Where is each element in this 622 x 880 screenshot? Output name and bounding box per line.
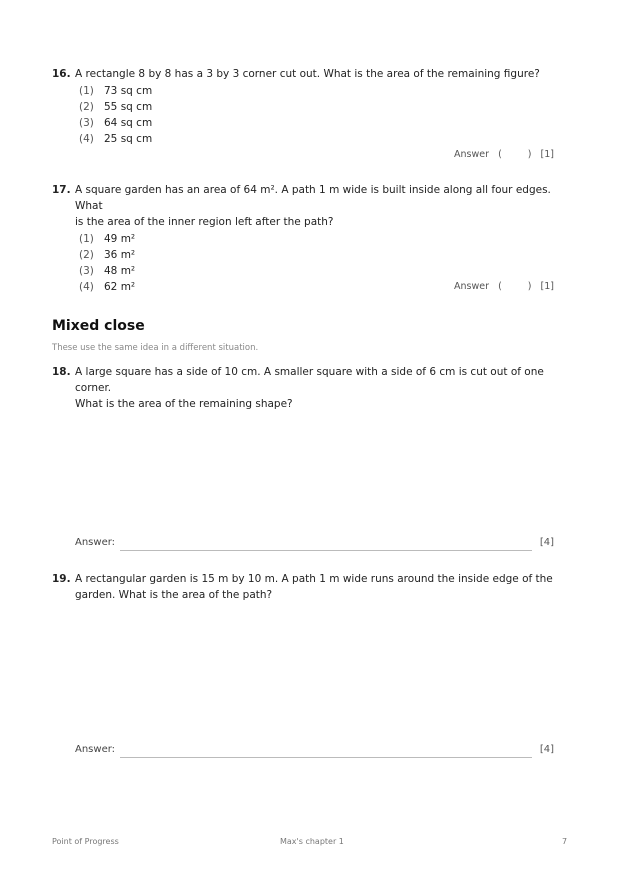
answer-rule[interactable] <box>120 550 532 551</box>
question-16 <box>52 66 572 147</box>
option-number: (4) <box>79 281 94 293</box>
option-text: 48 m² <box>104 265 136 277</box>
answer-line-18 <box>75 537 554 551</box>
answer-label: Answer <box>454 149 490 160</box>
page-number: 7 <box>562 837 568 846</box>
answer-open-bracket: ( <box>498 281 502 292</box>
question-text-line-2: What is the area of the remaining shape? <box>75 398 293 410</box>
mcq-answer-17 <box>454 281 554 292</box>
answer-close-bracket: ) <box>527 281 532 292</box>
answer-line-19 <box>75 744 554 758</box>
option-text: 62 m² <box>104 281 136 293</box>
footer-center: Max's chapter 1 <box>280 837 344 846</box>
option-text: 73 sq cm <box>104 85 153 97</box>
question-17 <box>52 182 572 295</box>
question-number: 16. <box>52 68 71 80</box>
question-19 <box>52 571 572 603</box>
option-3 <box>79 263 572 279</box>
option-number: (4) <box>79 133 94 145</box>
question-18 <box>52 364 572 412</box>
answer-label: Answer: <box>75 537 116 548</box>
marks: [4] <box>539 537 554 548</box>
question-text-line-1: A square garden has an area of 64 m². A path 1 m wide is built inside along all four edges. What <box>75 184 551 212</box>
option-text: 64 sq cm <box>104 117 153 129</box>
question-text: A rectangle 8 by 8 has a 3 by 3 corner cut out. What is the area of the remaining figure? <box>75 68 540 80</box>
option-text: 49 m² <box>104 233 136 245</box>
option-1 <box>79 231 572 247</box>
question-text-line-2: is the area of the inner region left after the path? <box>75 216 334 228</box>
option-number: (3) <box>79 117 94 129</box>
question-text-line-1: A rectangular garden is 15 m by 10 m. A path 1 m wide runs around the inside edge of the <box>75 573 553 585</box>
answer-label: Answer <box>454 281 490 292</box>
marks: [1] <box>540 281 554 292</box>
marks: [1] <box>540 149 554 160</box>
option-number: (3) <box>79 265 94 277</box>
option-number: (2) <box>79 101 94 113</box>
question-text-line-1: A large square has a side of 10 cm. A smaller square with a side of 6 cm is cut out of one corner. <box>75 366 544 394</box>
option-3 <box>79 115 572 131</box>
question-text-line-2: garden. What is the area of the path? <box>75 589 273 601</box>
question-number: 18. <box>52 366 71 378</box>
mcq-answer-16 <box>454 149 554 160</box>
option-number: (2) <box>79 249 94 261</box>
answer-rule[interactable] <box>120 757 532 758</box>
answer-open-bracket: ( <box>498 149 502 160</box>
footer-left: Point of Progress <box>52 837 119 846</box>
option-number: (1) <box>79 233 94 245</box>
option-1 <box>79 83 572 99</box>
option-text: 36 m² <box>104 249 136 261</box>
question-number: 19. <box>52 573 71 585</box>
answer-close-bracket: ) <box>527 149 532 160</box>
options-list <box>79 83 572 147</box>
section-subtitle: These use the same idea in a different situation. <box>52 343 259 353</box>
option-2 <box>79 99 572 115</box>
answer-label: Answer: <box>75 744 116 755</box>
option-2 <box>79 247 572 263</box>
question-number: 17. <box>52 184 71 196</box>
section-title: Mixed close <box>52 318 145 334</box>
marks: [4] <box>539 744 554 755</box>
option-4 <box>79 131 572 147</box>
option-text: 25 sq cm <box>104 133 153 145</box>
option-text: 55 sq cm <box>104 101 153 113</box>
option-number: (1) <box>79 85 94 97</box>
